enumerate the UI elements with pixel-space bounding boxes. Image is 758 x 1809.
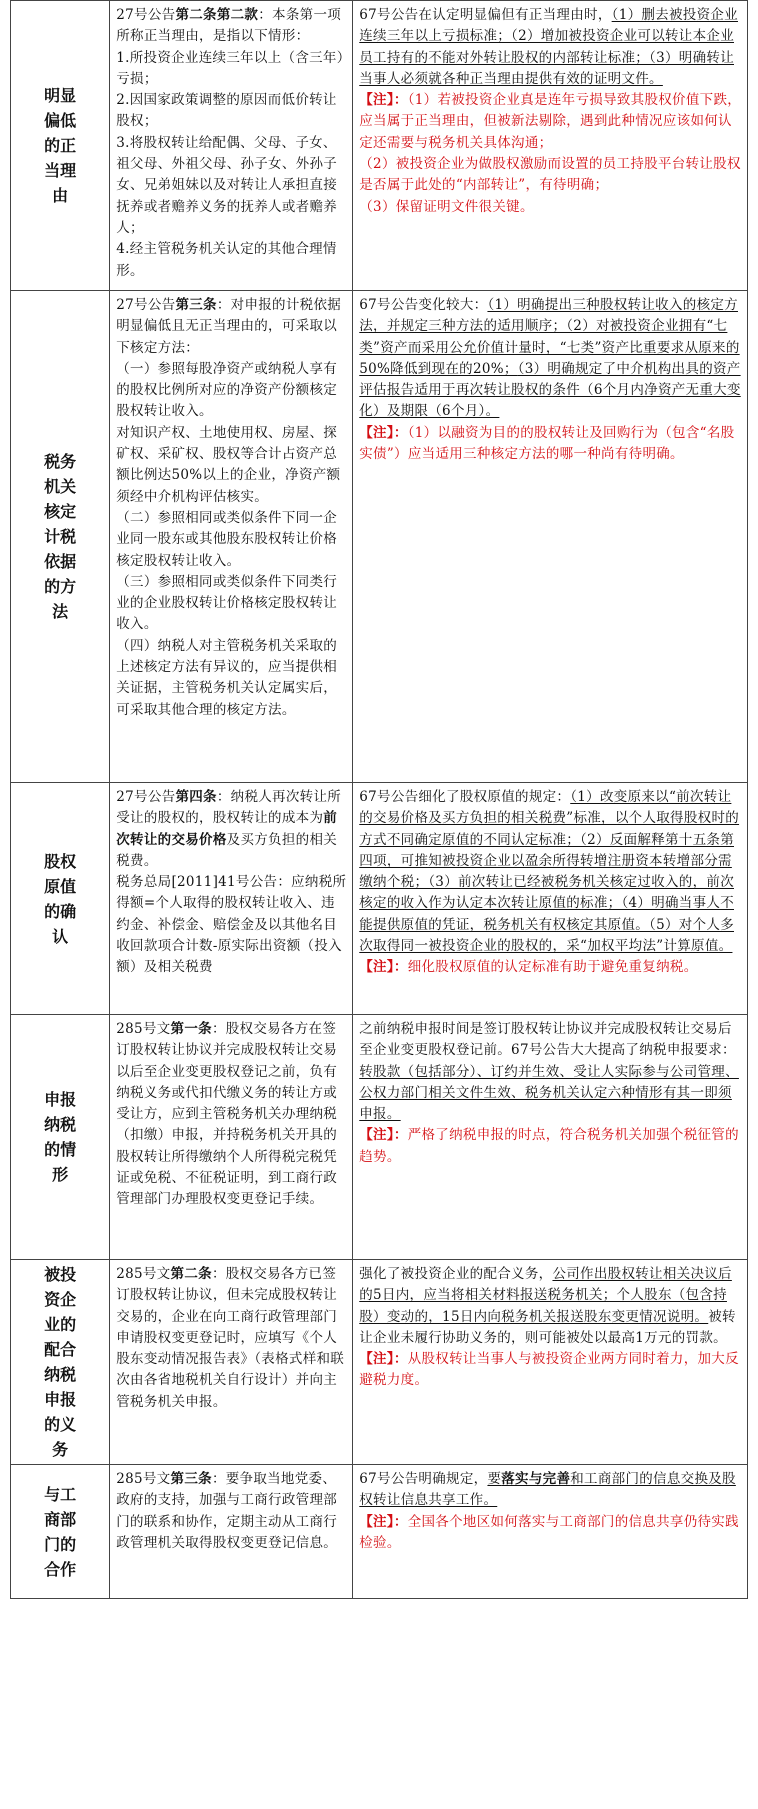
text-run: 67号公告细化了股权原值的规定： — [359, 789, 571, 805]
row-label — [11, 1, 110, 291]
text-run: 1.所投资企业连续三年以上（含三年）亏损； — [116, 49, 344, 87]
table-row — [11, 1, 748, 291]
document-page — [10, 0, 748, 1599]
text-run: 27号公告 — [116, 789, 176, 805]
note-paragraph — [359, 423, 742, 466]
row-label-line: 的情 — [44, 1140, 77, 1159]
row-label-line: 配合 — [44, 1340, 77, 1359]
commentary-cell — [353, 1260, 748, 1465]
table-row — [11, 1465, 748, 1599]
text-run: 67号公告变化较大： — [359, 297, 488, 313]
regulation-paragraph — [116, 1264, 347, 1413]
row-label-text — [25, 1482, 95, 1582]
row-label-line: 合作 — [44, 1559, 77, 1579]
row-label-line: 计税 — [44, 527, 77, 546]
regulation-paragraph — [116, 1019, 347, 1211]
text-run: （一）参照每股净资产或纳税人享有的股权比例所对应的净资产份额核定股权转让收入。 — [116, 360, 338, 420]
table-row — [11, 1260, 748, 1465]
table-row — [11, 783, 748, 1015]
row-label-line: 的方 — [44, 577, 77, 596]
row-label — [11, 1015, 110, 1260]
note-tag: 【注】： — [359, 1351, 408, 1368]
commentary-cell — [353, 1, 748, 291]
regulation-paragraph — [116, 787, 347, 872]
row-label-line: 股权 — [44, 851, 77, 871]
note-tag: 【注】： — [359, 424, 408, 441]
row-label-line: 被投 — [44, 1265, 77, 1284]
text-run: ：本条第一项所称正当理由，是指以下情形： — [116, 7, 342, 45]
text-run: 严格了纳税申报的时点，符合税务机关加强个税征管的趋势。 — [359, 1127, 739, 1165]
text-run: 对知识产权、土地使用权、房屋、探矿权、采矿权、股权等合计占资产总额比例达50%以上的企业，净资产额须经中介机构评估核实。 — [116, 424, 341, 505]
row-label-line: 务 — [52, 1440, 69, 1459]
row-label-text — [25, 83, 95, 208]
emphasis-text: 第三条 — [170, 1471, 212, 1487]
text-run: （3）保留证明文件很关键。 — [359, 198, 534, 215]
regulation-paragraph — [116, 133, 347, 239]
row-label-line: 门的 — [44, 1534, 77, 1554]
text-run: 27号公告 — [116, 297, 176, 313]
text-run: 67号公告明确规定， — [359, 1471, 488, 1487]
row-label-line: 法 — [52, 602, 69, 621]
emphasis-text: 第二条 — [170, 1266, 212, 1282]
note-tag: 【注】： — [359, 92, 408, 109]
text-run: 要 — [487, 1471, 502, 1487]
regulation-paragraph — [116, 423, 347, 508]
row-label-line: 的义 — [44, 1415, 77, 1434]
text-run: 细化股权原值的认定标准有助于避免重复纳税。 — [407, 959, 698, 976]
text-run: ：股权交易各方已签订股权转让协议，但未完成股权转让交易的，企业在向工商行政管理部门申请股权变更登记时，应填写《个人股东变动情况报告表》（表格式样和联次由各省地税机关自行设计）并向主管税务机关申报。 — [116, 1266, 345, 1410]
regulation-paragraph — [116, 872, 347, 978]
row-label-line: 申报 — [44, 1390, 77, 1409]
row-label — [11, 291, 110, 783]
text-run: 285号文 — [116, 1021, 171, 1037]
table-row — [11, 291, 748, 783]
commentary-cell — [353, 1015, 748, 1260]
row-label-line: 商部 — [44, 1509, 77, 1529]
text-run: （1）删去被投资企业连续三年以上亏损标准；（2）增加被投资企业可以转让本企业员工持有的不能对外转让股权的内部转让标准；（3）明确转让当事人必须就各种正当理由提供有效的证明文件。 — [359, 7, 738, 87]
row-label-line: 纳税 — [44, 1115, 77, 1134]
regulation-paragraph — [116, 1469, 347, 1554]
row-label-line: 税务 — [44, 452, 77, 471]
text-run: 之前纳税申报时间是签订股权转让协议并完成股权转让交易后至企业变更股权登记前。67号公告大大提高了纳税申报要求： — [359, 1021, 736, 1059]
text-run: 和工商部门的信息交换及股权转让信息共享工作。 — [359, 1471, 736, 1509]
commentary-paragraph — [359, 1469, 742, 1512]
note-paragraph — [359, 197, 742, 218]
text-run: （1）若被投资企业真是连年亏损导致其股权价值下跌，应当属于正当理由，但被新法剔除，遇到此种情况应该如何认定还需要与税务机关具体沟通； — [359, 92, 742, 151]
note-tag: 【注】： — [359, 1127, 408, 1144]
text-run: 285号文 — [116, 1266, 171, 1282]
note-tag: 【注】： — [359, 959, 408, 976]
regulation-text-cell — [110, 291, 353, 783]
row-label-line: 纳税 — [44, 1365, 77, 1384]
text-run: 从股权转让当事人与被投资企业两方同时着力，加大反避税力度。 — [359, 1351, 739, 1389]
note-paragraph — [359, 154, 742, 197]
text-run: 全国各个地区如何落实与工商部门的信息共享仍待实践检验。 — [359, 1513, 739, 1551]
note-paragraph — [359, 1125, 742, 1168]
text-run: 4.经主管税务机关认定的其他合理情形。 — [116, 241, 337, 279]
note-paragraph — [359, 957, 742, 978]
row-label-line: 机关 — [44, 477, 77, 496]
note-tag: 【注】： — [359, 1513, 408, 1530]
row-label-line: 形 — [52, 1165, 69, 1184]
text-run: （四）纳税人对主管税务机关采取的上述核定方法有异议的，应当提供相关证据，主管税务机关认定属实后，可采取其他合理的核定方法。 — [116, 637, 338, 718]
row-label-line: 依据 — [44, 552, 77, 571]
text-run: 公司作出股权转让相关决议后的5日内，应当将相关材料报送税务机关；个人股东（包含持股）变动的，15日内向税务机关报送股东变更情况说明。 — [359, 1266, 732, 1325]
row-label-text — [25, 1087, 95, 1187]
emphasis-text: 前次转让的交易价格 — [116, 810, 338, 848]
row-label — [11, 1465, 110, 1599]
text-run: ：要争取当地党委、政府的支持，加强与工商行政管理部门的联系和协作，定期主动从工商行政管理机关取得股权变更登记信息。 — [116, 1471, 338, 1551]
emphasis-text: 第三条 — [175, 297, 217, 313]
note-paragraph — [359, 90, 742, 154]
row-label-line: 原值 — [44, 876, 77, 896]
regulation-text-cell — [110, 1, 353, 291]
regulation-text-cell — [110, 1015, 353, 1260]
regulation-paragraph — [116, 572, 347, 636]
row-label-text — [25, 1262, 95, 1462]
regulation-paragraph — [116, 636, 347, 721]
row-label — [11, 783, 110, 1015]
row-label-line: 核定 — [44, 502, 77, 521]
row-label-text — [25, 849, 95, 949]
text-run: （1）以融资为目的的股权转让及回购行为（包含“名股实债”）应当适用三种核定方法的哪一种尚有待明确。 — [359, 424, 735, 463]
regulation-text-cell — [110, 783, 353, 1015]
commentary-cell — [353, 291, 748, 783]
regulation-paragraph — [116, 508, 347, 572]
text-run: ：纳税人再次转让所受让的股权的，股权转让的成本为 — [116, 789, 342, 827]
regulation-text-cell — [110, 1260, 353, 1465]
row-label-line: 申报 — [44, 1090, 77, 1109]
row-label-line: 业的 — [44, 1315, 77, 1334]
emphasis-text: 第二条第二款 — [175, 7, 259, 23]
commentary-cell — [353, 783, 748, 1015]
text-run: （三）参照相同或类似条件下同类行业的企业股权转让价格核定股权转让收入。 — [116, 573, 338, 633]
emphasis-text: 第四条 — [175, 789, 217, 805]
text-run: 285号文 — [116, 1471, 171, 1487]
commentary-paragraph — [359, 787, 742, 957]
regulation-paragraph — [116, 239, 347, 282]
regulation-paragraph — [116, 359, 347, 423]
text-run: （1）明确提出三种股权转让收入的核定方法，并规定三种方法的适用顺序；（2）对被投资企业拥有“七类”资产而采用公允价值计量时，“七类”资产比重要求从原来的50%降低到现在的20%； — [359, 297, 740, 377]
text-run: 27号公告 — [116, 7, 176, 23]
row-label-line: 的确 — [44, 901, 77, 921]
commentary-paragraph — [359, 1264, 742, 1349]
row-label-line: 偏低 — [44, 111, 77, 130]
row-label-line: 资企 — [44, 1290, 77, 1309]
text-run: 被转让企业未履行协助义务的，则可能被处以最高1万元的罚款。 — [359, 1308, 736, 1346]
text-run: （二）参照相同或类似条件下同一企业同一股东或其他股东股权转让价格核定股权转让收入。 — [116, 509, 338, 569]
commentary-paragraph — [359, 295, 742, 423]
text-run: （1）改变原来以“前次转让的交易价格及买方负担的相关税费”标准，以个人取得股权时的方式不同确定原值的不同认定标准；（2）反面解释第十五条第四项，可推知被投资企业以盈余所得转增注册资本转增部分需缴纳个税；（3）前次转让已经被税务机关核定过收入的，前次核定的收入作为认定本次转让原值的标准；（4）明确当事人不能提供原值的凭证，税务机关有权核定其原值。（5）对个人多次取得同一被投资企业的股权的，采“加权平均法”计算原值。 — [359, 789, 740, 955]
text-run: ：对申报的计税依据明显偏低且无正当理由的，可采取以下核定方法： — [116, 297, 342, 356]
row-label-text — [25, 449, 95, 624]
regulation-text-cell — [110, 1465, 353, 1599]
table-row — [11, 1015, 748, 1260]
regulation-paragraph — [116, 5, 347, 48]
regulation-paragraph — [116, 48, 347, 91]
row-label-line: 明显 — [44, 86, 77, 105]
text-run: （2）被投资企业为做股权激励而设置的员工持股平台转让股权是否属于此处的“内部转让”，有待明确； — [359, 156, 741, 194]
regulation-paragraph — [116, 295, 347, 359]
text-run: ：股权交易各方在签订股权转让协议并完成股权转让交易以后至企业变更股权登记之前，负有纳税义务或代扣代缴义务的转让方或受让方，应到主管税务机关办理纳税（扣缴）申报，并持税务机关开具的股权转让所得缴纳个人所得税完税凭证或免税、不征税证明，到工商行政管理部门办理股权变更登记手续。 — [116, 1021, 338, 1208]
text-run: 2.因国家政策调整的原因而低价转让股权； — [116, 92, 337, 130]
row-label-line: 当理 — [44, 161, 77, 180]
commentary-paragraph — [359, 1019, 742, 1125]
commentary-paragraph — [359, 5, 742, 90]
tax-rules-table — [10, 0, 748, 1599]
row-label — [11, 1260, 110, 1465]
regulation-paragraph — [116, 90, 347, 133]
text-run: 强化了被投资企业的配合义务， — [359, 1266, 553, 1282]
text-run: 3.将股权转让给配偶、父母、子女、祖父母、外祖父母、孙子女、外孙子女、兄弟姐妹以及对转让人承担直接抚养或者赡养义务的抚养人或者赡养人； — [116, 134, 338, 236]
emphasis-text: 落实与完善 — [501, 1471, 571, 1487]
note-paragraph — [359, 1349, 742, 1392]
text-run: 及买方负担的相关税费。 — [116, 831, 338, 869]
text-run: 转股款（包括部分）、订约并生效、受让人实际参与公司管理、公权力部门相关文件生效、税务机关认定六种情形有其一即须申报。 — [359, 1063, 739, 1123]
text-run: 税务总局[2011]41号公告：应纳税所得额=个人取得的股权转让收入、违约金、补偿金、赔偿金及以其他名目收回款项合计数-原实际出资额（投入额）及相关税费 — [116, 874, 347, 976]
row-label-line: 由 — [52, 186, 69, 205]
commentary-cell — [353, 1465, 748, 1599]
emphasis-text: 第一条 — [170, 1021, 212, 1037]
row-label-line: 的正 — [44, 136, 77, 155]
row-label-line: 认 — [52, 926, 69, 946]
row-label-line: 与工 — [44, 1484, 77, 1504]
text-run: （3）明确规定了中介机构出具的资产评估报告适用于再次转让股权的条件（6个月内净资产无重大变化）及期限（6个月）。 — [359, 360, 741, 420]
note-paragraph — [359, 1512, 742, 1555]
text-run: 67号公告在认定明显偏但有正当理由时， — [359, 7, 612, 23]
